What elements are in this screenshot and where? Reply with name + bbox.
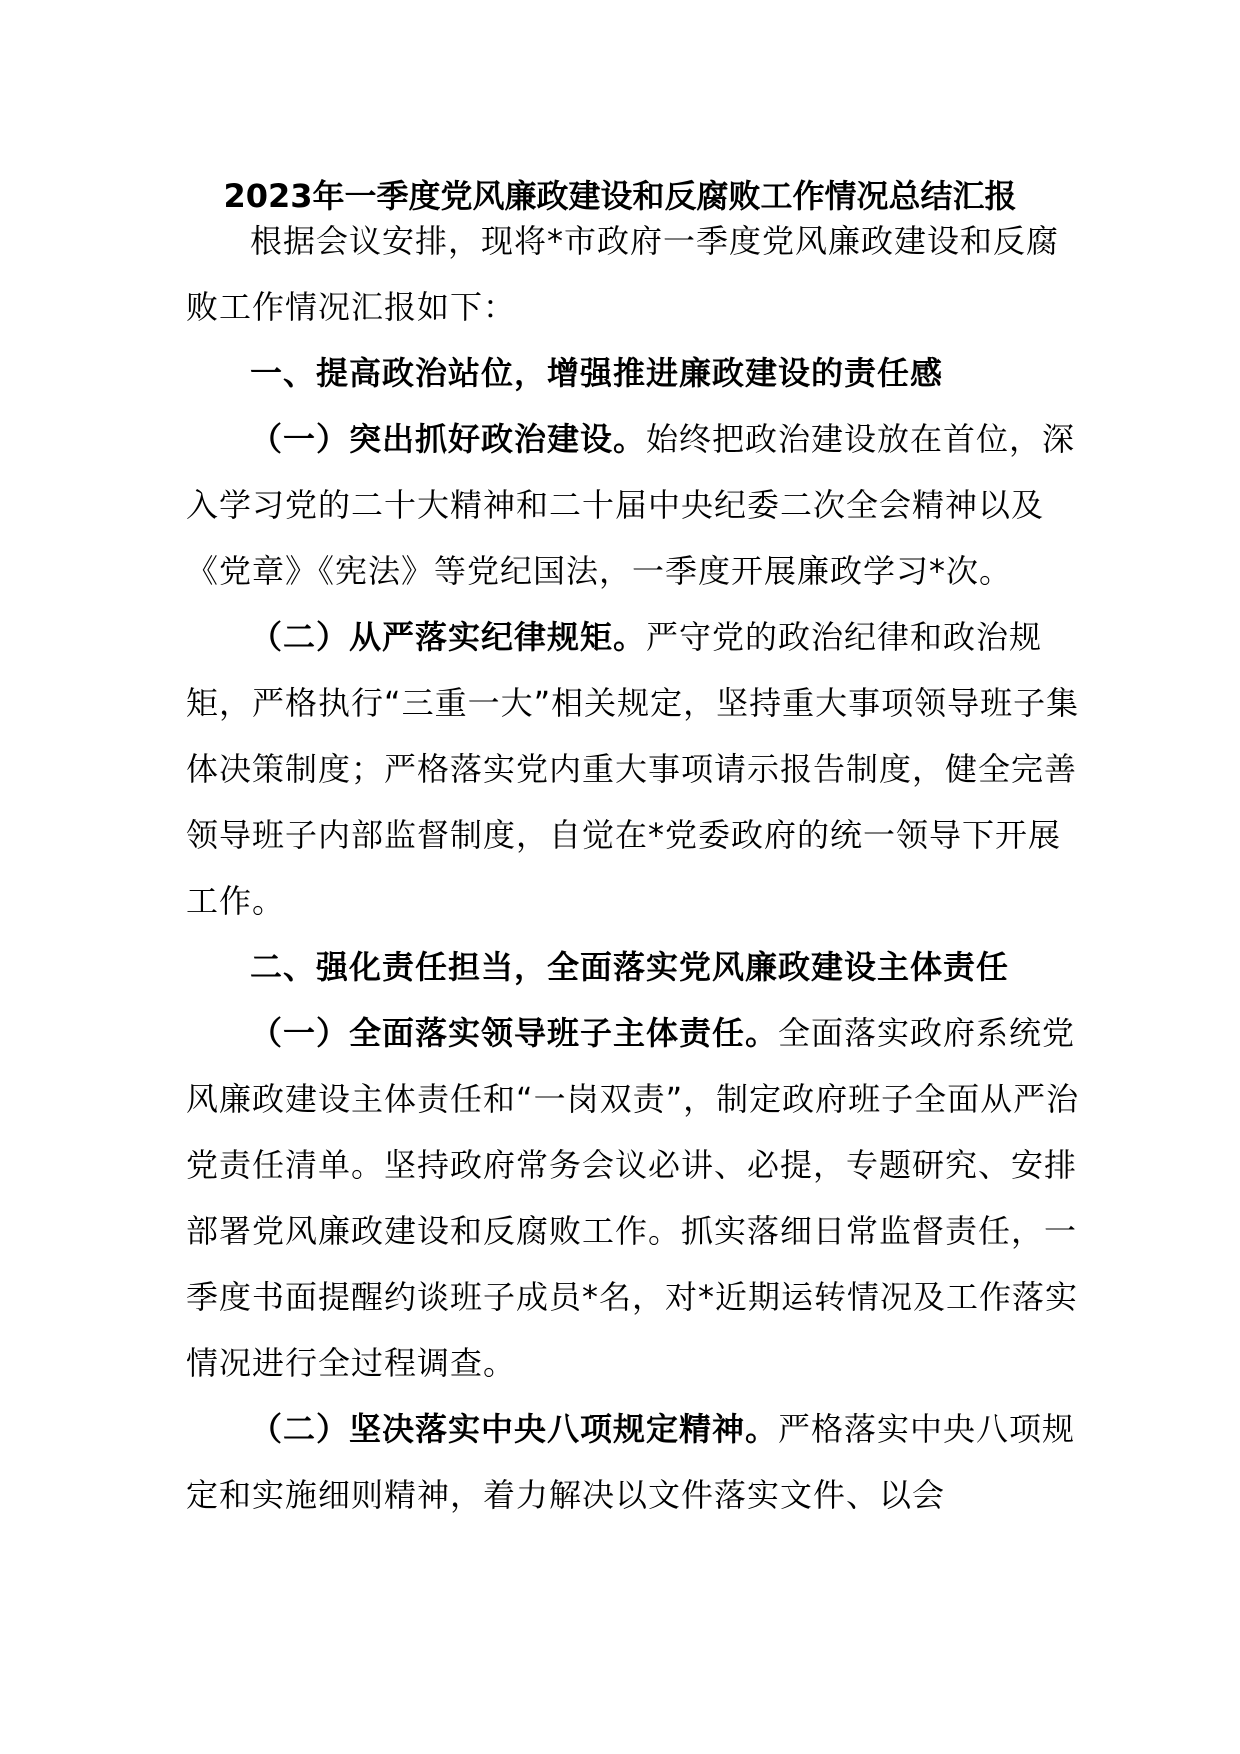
section2-item2-paragraph: [186, 1396, 1086, 1528]
intro-paragraph: 根据会议安排，现将*市政府一季度党风廉政建设和反腐败工作情况汇报如下：: [186, 222, 1060, 326]
section1-item2-lead: （二）从严落实纪律规矩。: [250, 618, 647, 656]
section1-item1-paragraph: [186, 406, 1086, 604]
section1-item2-text: 严守党的政治纪律和政治规矩，严格执行“三重一大”相关规定，坚持重大事项领导班子集体决策制度；严格落实党内重大事项请示报告制度，健全完善领导班子内部监督制度，自觉在*党委政府的统一领导下开展工作。: [186, 618, 1080, 920]
section-heading-1: 一、提高政治站位，增强推进廉政建设的责任感: [250, 354, 944, 392]
section1-item1-text: 始终把政治建设放在首位，深入学习党的二十大精神和二十届中央纪委二次全会精神以及《党章》《宪法》等党纪国法，一季度开展廉政学习*次。: [186, 420, 1076, 590]
section-heading-2: 二、强化责任担当，全面落实党风廉政建设主体责任: [250, 948, 1010, 986]
section1-item2-paragraph: [186, 604, 1086, 934]
section1-item1-lead: （一）突出抓好政治建设。: [250, 420, 647, 458]
section2-item2-text: 严格落实中央八项规定和实施细则精神，着力解决以文件落实文件、以会: [186, 1410, 1076, 1514]
section2-item1-lead: （一）全面落实领导班子主体责任。: [250, 1014, 779, 1052]
document-title: 2023年一季度党风廉政建设和反腐败工作情况总结汇报: [223, 177, 1017, 215]
document-body: [186, 208, 1086, 1528]
section2-item1-text: 全面落实政府系统党风廉政建设主体责任和“一岗双责”，制定政府班子全面从严治党责任清单。坚持政府常务会议必讲、必提，专题研究、安排部署党风廉政建设和反腐败工作。抓实落细日常监督责任，一季度书面提醒约谈班子成员*名，对*近期运转情况及工作落实情况进行全过程调查。: [186, 1014, 1080, 1382]
section2-item2-lead: （二）坚决落实中央八项规定精神。: [250, 1410, 779, 1448]
section2-item1-paragraph: [186, 1000, 1086, 1396]
